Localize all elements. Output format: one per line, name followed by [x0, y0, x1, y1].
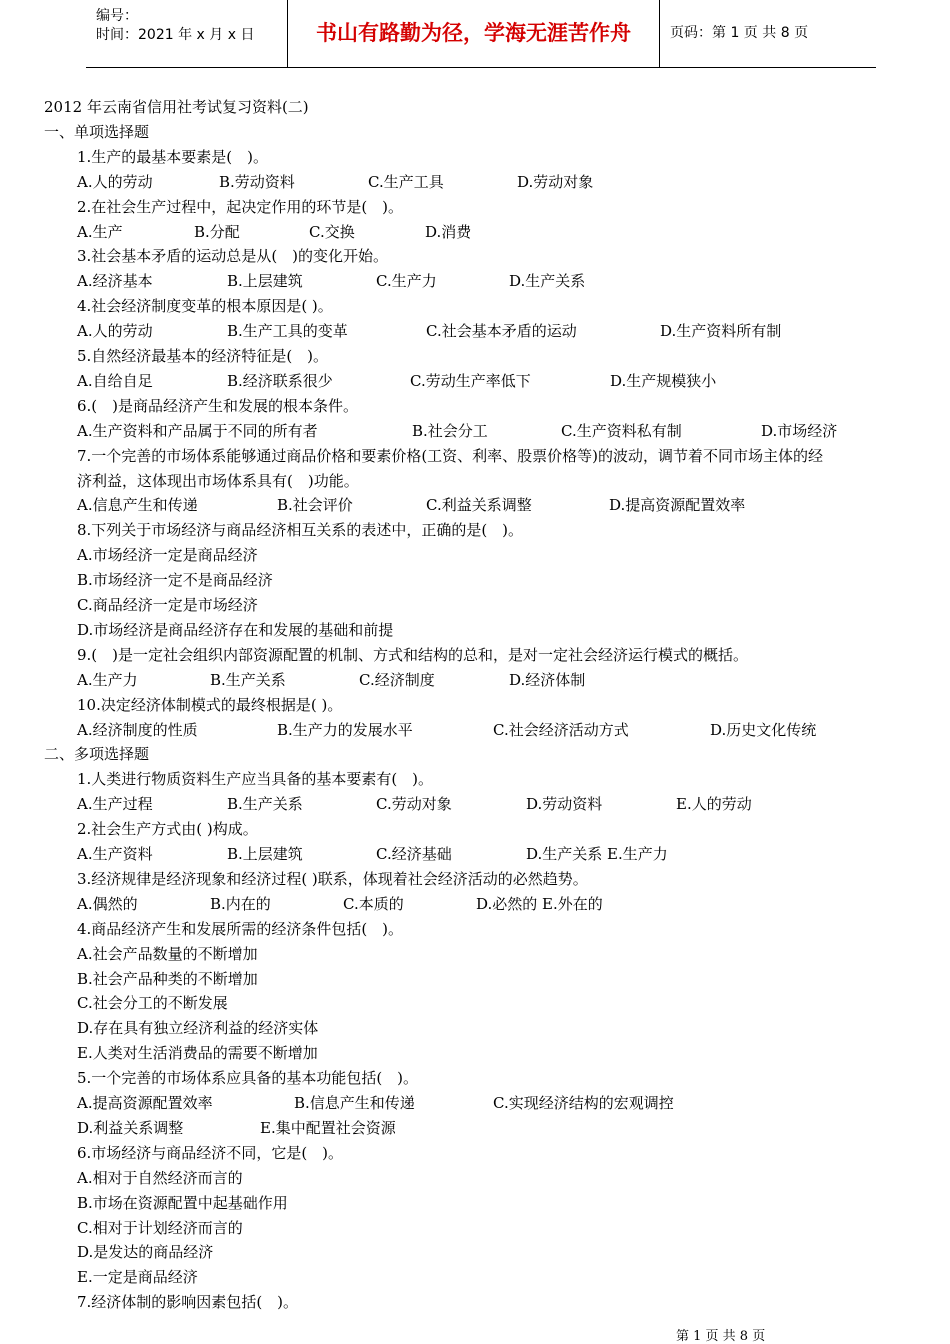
option-line: D.存在具有独立经济利益的经济实体 [77, 1019, 319, 1038]
option: C.实现经济结构的宏观调控 [493, 1094, 674, 1112]
option: A.人的劳动 [77, 322, 153, 341]
option-line: C.社会分工的不断发展 [77, 994, 228, 1013]
option: D.市场经济 [761, 421, 838, 440]
option: D.劳动对象 [517, 172, 594, 191]
option: A.提高资源配置效率 [77, 1094, 213, 1112]
option-row [77, 320, 927, 342]
option: A.生产资料和产品属于不同的所有者 [77, 421, 318, 440]
option-row [77, 494, 927, 516]
question-text: 1.人类进行物质资料生产应当具备的基本要素有( )。 [77, 770, 434, 789]
option-row [77, 420, 927, 442]
question-text: 5.自然经济最基本的经济特征是( )。 [77, 347, 329, 365]
page-header [86, 0, 876, 68]
option: C.经济制度 [359, 670, 435, 689]
option-row [77, 370, 927, 392]
question-text: 4.商品经济产生和发展所需的经济条件包括( )。 [77, 919, 404, 938]
option: C.劳动对象 [376, 795, 452, 814]
question-text: 5.一个完善的市场体系应具备的基本功能包括( )。 [77, 1069, 419, 1088]
option: B.上层建筑 [227, 272, 303, 291]
option-line: B.市场经济一定不是商品经济 [77, 571, 273, 590]
question-text: 7.一个完善的市场体系能够通过商品价格和要素价格(工资、利率、股票价格等)的波动，调节着不同市场主体的经 [77, 446, 824, 465]
option-line: B.社会产品种类的不断增加 [77, 969, 258, 988]
option: B.生产关系 [227, 795, 303, 814]
option-line: E.一定是商品经济 [77, 1268, 198, 1287]
option: C.生产资料私有制 [561, 421, 682, 440]
option-line: A.相对于自然经济而言的 [77, 1168, 243, 1187]
option: C.社会基本矛盾的运动 [426, 322, 577, 341]
question-text: 3.经济规律是经济现象和经济过程( )联系，体现着社会经济活动的必然趋势。 [77, 869, 588, 888]
page-footer: 第 1 页 共 8 页 [676, 1329, 766, 1344]
option: D.劳动资料 [526, 795, 603, 814]
option-line: C.相对于计划经济而言的 [77, 1218, 243, 1237]
option-line: E.人类对生活消费品的需要不断增加 [77, 1044, 318, 1063]
option-row [77, 221, 927, 243]
option-row [77, 719, 927, 741]
option: B.生产力的发展水平 [277, 720, 413, 739]
option: D.利益关系调整 [77, 1118, 184, 1137]
slogan: 书山有路勤为径，学海无涯苦作舟 [287, 0, 660, 67]
option: B.上层建筑 [227, 845, 303, 863]
option: E.集中配置社会资源 [260, 1118, 396, 1137]
option: D.提高资源配置效率 [609, 496, 746, 515]
option: A.生产过程 [77, 795, 153, 814]
option: C.劳动生产率低下 [410, 371, 531, 390]
option: C.社会经济活动方式 [493, 720, 629, 739]
option: D.生产关系 E.生产力 [526, 845, 668, 863]
option-row [77, 893, 927, 915]
question-text: 4.社会经济制度变革的根本原因是( )。 [77, 297, 333, 316]
option: D.生产规模狭小 [610, 371, 717, 390]
option-line: D.是发达的商品经济 [77, 1243, 214, 1262]
option-line: A.社会产品数量的不断增加 [77, 944, 258, 963]
option: B.生产工具的变革 [227, 322, 348, 341]
question-text-cont: 济利益，这体现出市场体系具有( )功能。 [77, 471, 359, 490]
question-text: 3.社会基本矛盾的运动总是从( )的变化开始。 [77, 247, 389, 266]
serial-label: 编号： [96, 8, 138, 24]
option: A.生产力 [77, 670, 138, 689]
question-text: 7.经济体制的影响因素包括( )。 [77, 1293, 299, 1312]
option: D.经济体制 [509, 670, 586, 689]
option: C.经济基础 [376, 845, 452, 863]
option: A.生产 [77, 222, 123, 241]
option: A.经济基本 [77, 272, 153, 291]
option: A.经济制度的性质 [77, 720, 198, 739]
option-line: A.市场经济一定是商品经济 [77, 546, 258, 565]
option: D.生产资料所有制 [660, 322, 782, 341]
option: A.生产资料 [77, 845, 153, 863]
option-row [77, 1092, 927, 1114]
option: E.人的劳动 [676, 795, 752, 814]
option-line: C.商品经济一定是市场经济 [77, 596, 258, 614]
option: C.交换 [309, 222, 355, 241]
option-line: B.市场在资源配置中起基础作用 [77, 1193, 288, 1212]
option-row [77, 270, 927, 292]
option: B.劳动资料 [219, 172, 295, 191]
option-row [77, 793, 927, 815]
question-text: 2.在社会生产过程中，起决定作用的环节是( )。 [77, 197, 404, 216]
header-meta [86, 0, 286, 67]
question-text: 8.下列关于市场经济与商品经济相互关系的表述中，正确的是( )。 [77, 521, 524, 540]
option-row [77, 669, 927, 691]
option: D.历史文化传统 [710, 720, 817, 739]
doc-title: 2012 年云南省信用社考试复习资料(二) [44, 98, 309, 116]
option: B.分配 [194, 222, 240, 241]
option: B.社会分工 [412, 421, 488, 440]
time-label: 时间：2021 年 x 月 x 日 [96, 27, 255, 43]
option: C.生产工具 [368, 172, 444, 191]
question-text: 9.( )是一定社会组织内部资源配置的机制、方式和结构的总和，是对一定社会经济运行模式的概括。 [77, 645, 749, 664]
option: B.信息产生和传递 [294, 1094, 415, 1112]
option-row [77, 171, 927, 193]
question-text: 6.( )是商品经济产生和发展的根本条件。 [77, 396, 359, 415]
question-text: 10.决定经济体制模式的最终根据是( )。 [77, 695, 343, 714]
page-label: 页码：第 1 页 共 8 页 [670, 25, 809, 41]
option: A.信息产生和传递 [77, 496, 198, 515]
option: A.人的劳动 [77, 172, 153, 191]
option-row [77, 843, 927, 865]
option: D.必然的 E.外在的 [476, 894, 603, 913]
option: A.偶然的 [77, 894, 138, 913]
section-heading: 一、单项选择题 [44, 122, 150, 141]
option: B.社会评价 [277, 496, 353, 515]
option: C.本质的 [343, 894, 404, 913]
section-heading: 二、多项选择题 [44, 745, 150, 764]
option: B.生产关系 [210, 670, 286, 689]
option: B.经济联系很少 [227, 371, 333, 390]
question-text: 2.社会生产方式由( )构成。 [77, 820, 258, 839]
option: D.生产关系 [509, 272, 586, 291]
option-row [77, 1117, 927, 1139]
option-line: D.市场经济是商品经济存在和发展的基础和前提 [77, 620, 394, 639]
question-text: 1.生产的最基本要素是( )。 [77, 147, 269, 166]
option: A.自给自足 [77, 371, 153, 390]
option: C.利益关系调整 [426, 496, 532, 515]
option: C.生产力 [376, 272, 437, 291]
question-text: 6.市场经济与商品经济不同，它是( )。 [77, 1143, 344, 1162]
option: B.内在的 [210, 894, 271, 913]
option: D.消费 [425, 222, 472, 241]
